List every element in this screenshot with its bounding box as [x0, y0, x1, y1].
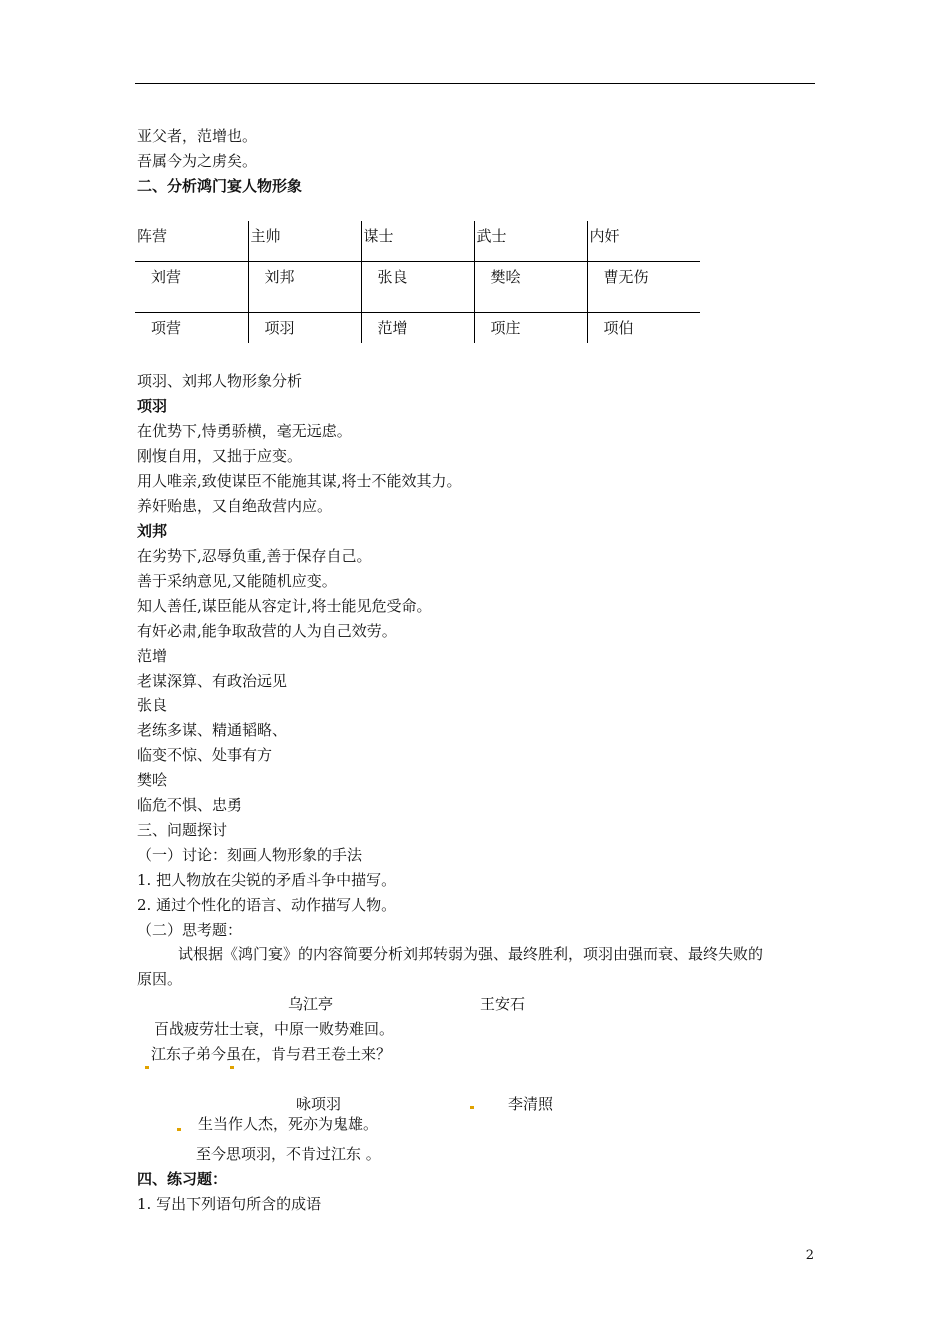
poem-title: 乌江亭 [288, 995, 334, 1013]
question-text: 原因。 [137, 970, 183, 988]
poem-line: 百战疲劳壮士衰，中原一败势难回。 [154, 1020, 395, 1038]
table-header-cell: 主帅 [248, 221, 361, 261]
bullet-marker [230, 1066, 234, 1069]
analysis-title: 项羽、刘邦人物形象分析 [137, 372, 303, 390]
table-header-cell: 阵营 [135, 221, 248, 261]
table-header-cell: 武士 [474, 221, 587, 261]
table-cell: 樊哙 [474, 261, 587, 312]
text-line: 善于采纳意见,又能随机应变。 [137, 572, 337, 590]
table-cell: 范增 [361, 312, 474, 343]
bullet-marker [470, 1106, 474, 1109]
character-table [135, 221, 700, 343]
poem-title: 咏项羽 [296, 1095, 342, 1113]
table-cell: 项营 [135, 312, 248, 343]
poem-line: 生当作人杰，死亦为鬼雄。 [198, 1115, 379, 1133]
table-cell: 项羽 [248, 312, 361, 343]
text-line: （一）讨论：刻画人物形象的手法 [137, 846, 363, 864]
text-line: 老练多谋、精通韬略、 [137, 721, 288, 739]
poem-author: 李清照 [508, 1095, 554, 1113]
section-heading-3: 三、问题探讨 [137, 821, 228, 839]
text-line: 有奸必肃,能争取敌营的人为自己效劳。 [137, 622, 397, 640]
text-line: 樊哙 [137, 771, 168, 789]
text-line: 范增 [137, 647, 168, 665]
header-rule [135, 83, 815, 84]
table-header-cell: 谋士 [361, 221, 474, 261]
section-heading-4: 四、练习题： [137, 1170, 228, 1188]
xiangyu-heading: 项羽 [137, 397, 168, 415]
text-line: 2. 通过个性化的语言、动作描写人物。 [137, 896, 397, 914]
table-header-row [135, 221, 700, 261]
text-line: （二）思考题： [137, 921, 243, 939]
poem-line: 至今思项羽，不肯过江东 。 [196, 1145, 381, 1163]
section-heading-2: 二、分析鸿门宴人物形象 [137, 177, 303, 195]
bullet-marker [177, 1128, 181, 1131]
table-cell: 项庄 [474, 312, 587, 343]
text-line: 临变不惊、处事有方 [137, 746, 273, 764]
table-cell: 曹无伤 [587, 261, 700, 312]
text-line: 吾属今为之虏矣。 [137, 152, 258, 170]
text-line: 知人善任,谋臣能从容定计,将士能见危受命。 [137, 597, 432, 615]
liubang-heading: 刘邦 [137, 522, 168, 540]
page-number: 2 [805, 1248, 814, 1263]
question-text: 试根据《鸿门宴》的内容简要分析刘邦转弱为强、最终胜利，项羽由强而衰、最终失败的 [178, 945, 764, 963]
table-header-cell: 内奸 [587, 221, 700, 261]
text-line: 张良 [137, 696, 168, 714]
text-line: 1. 把人物放在尖锐的矛盾斗争中描写。 [137, 871, 397, 889]
bullet-marker [145, 1066, 149, 1069]
text-line: 临危不惧、忠勇 [137, 796, 243, 814]
text-line: 养奸贻患，又自绝敌营内应。 [137, 497, 333, 515]
text-line: 亚父者，范增也。 [137, 127, 258, 145]
table-cell: 刘邦 [248, 261, 361, 312]
text-line: 在劣势下,忍辱负重,善于保存自己。 [137, 547, 372, 565]
poem-line: 江东子弟今虽在，肯与君王卷土来？ [151, 1045, 392, 1063]
text-line: 刚愎自用，又拙于应变。 [137, 447, 303, 465]
table-row [135, 261, 700, 312]
text-line: 1. 写出下列语句所含的成语 [137, 1195, 322, 1213]
table-cell: 刘营 [135, 261, 248, 312]
text-line: 在优势下,恃勇骄横，毫无远虑。 [137, 422, 352, 440]
text-line: 老谋深算、有政治远见 [137, 672, 288, 690]
text-line: 用人唯亲,致使谋臣不能施其谋,将士不能效其力。 [137, 472, 462, 490]
poem-author: 王安石 [480, 995, 526, 1013]
table-cell: 项伯 [603, 318, 634, 337]
table-cell: 张良 [361, 261, 474, 312]
table-row [135, 312, 700, 343]
